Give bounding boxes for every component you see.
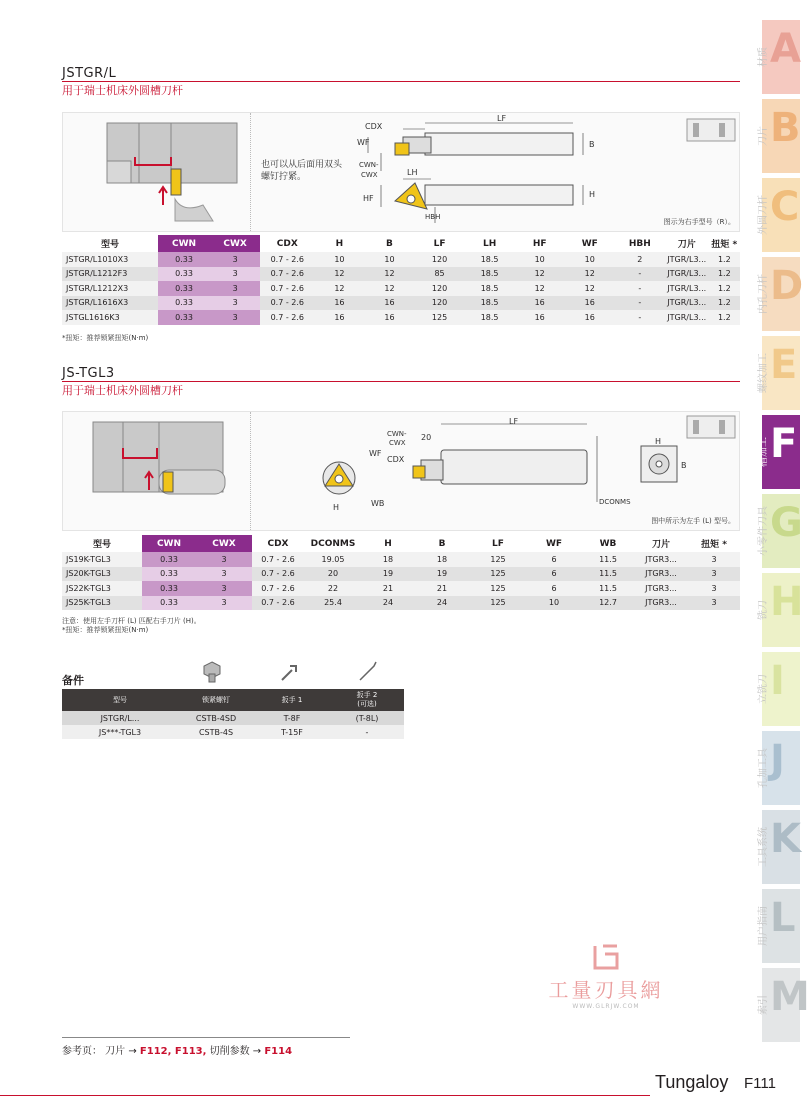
cell: 12	[364, 267, 414, 282]
cell: 18	[414, 552, 470, 567]
cell: 3	[210, 252, 260, 267]
cell: 24	[414, 596, 470, 611]
cell: 11.5	[582, 581, 634, 596]
table-row	[62, 252, 740, 267]
cell: 0.7 - 2.6	[252, 567, 304, 582]
watermark	[536, 944, 676, 1010]
cell: 0.7 - 2.6	[252, 596, 304, 611]
cell: 3	[210, 267, 260, 282]
cell: JTGR3...	[634, 567, 688, 582]
tab-letter: K	[770, 816, 801, 862]
col-wf: WF	[545, 538, 563, 549]
table-row	[62, 310, 740, 325]
brand-logo: Tungaloy	[655, 1072, 729, 1092]
cell: 0.33	[142, 567, 196, 582]
cell: 24	[362, 596, 414, 611]
tab-l[interactable]	[758, 889, 800, 963]
parts-table	[62, 689, 404, 739]
dim-cdx: CDX	[387, 455, 405, 464]
col-wrench2	[330, 689, 404, 711]
cell: 16	[565, 310, 615, 325]
col-wf: WF	[581, 238, 598, 249]
cell: 1.2	[709, 310, 740, 325]
table-row	[62, 567, 740, 582]
tab-letter: C	[770, 184, 800, 230]
tab-label: 内孔刀杆	[758, 274, 769, 314]
table-header-row	[62, 689, 404, 711]
cell: 18.5	[465, 296, 515, 311]
tab-a[interactable]	[758, 20, 801, 94]
col-hbh: HBH	[628, 238, 651, 249]
cell: 0.7 - 2.6	[260, 281, 314, 296]
cell: T-15F	[254, 725, 330, 739]
section2-diagram-panel	[62, 411, 740, 531]
section2-footnote-2: *扭矩：推荐锁紧扭矩(N·m)	[62, 626, 149, 634]
col-model: 型号	[92, 540, 111, 550]
col-model: 型号	[62, 689, 178, 711]
cell: JTGR/L3...	[665, 252, 709, 267]
dim-wf: WF	[369, 449, 382, 458]
tab-label: 材质	[758, 47, 769, 67]
tab-letter: E	[770, 342, 798, 388]
cell: 125	[470, 567, 526, 582]
cell: 18	[362, 552, 414, 567]
cell: 0.33	[158, 281, 210, 296]
cell: 0.7 - 2.6	[260, 296, 314, 311]
cell: 3	[196, 567, 252, 582]
cell: JS19K-TGL3	[62, 552, 142, 567]
dim-h: H	[589, 190, 596, 199]
ref-insert-pages[interactable]: F112, F113,	[139, 1046, 207, 1057]
cell: JS20K-TGL3	[62, 567, 142, 582]
section2-footnote-1: 注意：使用左手刀杆 (L) 匹配右手刀片 (H)。	[62, 617, 201, 625]
cell: 0.33	[158, 296, 210, 311]
panel-note-2: 螺钉拧紧。	[261, 172, 307, 182]
dim-20: 20	[421, 433, 432, 442]
dim-cwn: CWN-	[387, 430, 407, 438]
dim-dconms: DCONMS	[599, 498, 631, 506]
cell: JSTGR/L1212F3	[62, 267, 158, 282]
wrench-2-icon	[356, 660, 380, 684]
cell: 12	[515, 281, 565, 296]
cell: JTGR/L3...	[665, 296, 709, 311]
col-lf: LF	[492, 538, 504, 549]
col-insert: 刀片	[651, 540, 670, 550]
table-row	[62, 267, 740, 282]
cell: 6	[526, 552, 582, 567]
col-model: 型号	[100, 240, 119, 250]
cell: 0.7 - 2.6	[252, 581, 304, 596]
table-header-row	[62, 535, 740, 552]
cell: 18.5	[465, 252, 515, 267]
cell: 125	[470, 596, 526, 611]
cell: 125	[470, 552, 526, 567]
cell: 0.33	[158, 252, 210, 267]
col-hf: HF	[532, 238, 547, 249]
cell: 10	[526, 596, 582, 611]
cell: 20	[304, 567, 362, 582]
tab-j[interactable]	[758, 731, 800, 805]
mounting-illustration	[107, 123, 237, 221]
tab-letter: D	[770, 263, 804, 309]
tab-i[interactable]	[758, 652, 800, 726]
section1-caption: 图示为右手型号（R）。	[663, 218, 735, 226]
cell: 3	[688, 596, 740, 611]
tab-letter: F	[770, 421, 798, 467]
col-lh: LH	[482, 238, 497, 249]
col-insert: 刀片	[677, 240, 696, 250]
cell: JSTGR/L1212X3	[62, 281, 158, 296]
hand-icons	[687, 119, 735, 141]
cell: 3	[196, 581, 252, 596]
watermark-url: WWW.GLRJW.COM	[572, 1003, 640, 1010]
cell: 0.33	[142, 552, 196, 567]
col-cwn: CWN	[158, 235, 210, 252]
cell: 3	[688, 581, 740, 596]
cell: JS***-TGL3	[62, 725, 178, 739]
tab-h[interactable]	[758, 573, 804, 647]
col-b: B	[438, 538, 446, 549]
cell: 1.2	[709, 281, 740, 296]
cell: 12	[314, 281, 364, 296]
dim-lh: LH	[407, 168, 418, 177]
cell: 10	[515, 252, 565, 267]
section2-caption: 图中所示为左手 (L) 型号。	[651, 517, 735, 525]
cell: 0.33	[158, 267, 210, 282]
cell: 16	[565, 296, 615, 311]
cell: 6	[526, 567, 582, 582]
cell: 3	[688, 567, 740, 582]
cell: 0.33	[158, 310, 210, 325]
table-row	[62, 581, 740, 596]
reference-rule	[62, 1037, 350, 1038]
cell: 21	[414, 581, 470, 596]
section1-title: JSTGR/L	[62, 66, 117, 81]
tab-d[interactable]	[758, 257, 804, 331]
cell: 12	[565, 281, 615, 296]
dim-lf: LF	[509, 417, 519, 426]
cell: 3	[210, 310, 260, 325]
cell: 0.7 - 2.6	[260, 310, 314, 325]
cell: 3	[210, 296, 260, 311]
dim-hbh: HBH	[425, 213, 441, 221]
dim-lf: LF	[497, 114, 507, 123]
cell: 85	[415, 267, 465, 282]
cell: 12.7	[582, 596, 634, 611]
tab-label: 立铣刀	[758, 674, 769, 704]
cell: CSTB-4SD	[178, 711, 254, 725]
cell: JTGR/L3...	[665, 267, 709, 282]
cell: 0.7 - 2.6	[252, 552, 304, 567]
cell: 0.33	[142, 596, 196, 611]
cell: 22	[304, 581, 362, 596]
tab-label: 索引	[758, 995, 769, 1015]
cell: JTGR3...	[634, 552, 688, 567]
ref-cutting-page[interactable]: F114	[264, 1046, 293, 1057]
cell: 1.2	[709, 296, 740, 311]
col-cwx: CWX	[196, 535, 252, 552]
cell: 6	[526, 581, 582, 596]
col-b: B	[386, 238, 393, 249]
hand-icons	[687, 416, 735, 438]
table-row	[62, 552, 740, 567]
cell: 12	[314, 267, 364, 282]
table-row	[62, 711, 404, 725]
tab-label: 槽加工	[758, 437, 769, 467]
tab-label: 小零件刀具	[758, 506, 769, 556]
col-wrench1: 扳手 1	[254, 689, 330, 711]
tool-top-view	[368, 123, 583, 171]
col-wrench2-label: 扳手 2	[356, 691, 378, 699]
tab-letter: J	[770, 737, 785, 783]
cell: T-8F	[254, 711, 330, 725]
tab-k[interactable]	[758, 810, 801, 884]
section1-subtitle: 用于瑞士机床外圆槽刀杆	[62, 84, 183, 97]
dim-h-end: H	[655, 437, 662, 446]
section2-title: JS-TGL3	[62, 366, 115, 381]
tab-g[interactable]	[758, 494, 803, 568]
section1-diagram-panel	[62, 112, 740, 232]
cell: 2	[615, 252, 665, 267]
section2-table	[62, 535, 740, 610]
cell: 11.5	[582, 567, 634, 582]
col-cwx: CWX	[210, 235, 260, 252]
table-row	[62, 725, 404, 739]
dim-h-front: H	[333, 503, 340, 512]
cell: JTGR/L3...	[665, 310, 709, 325]
cell: CSTB-4S	[178, 725, 254, 739]
footer-rule	[0, 1095, 650, 1096]
cell: 16	[314, 310, 364, 325]
cell: -	[615, 267, 665, 282]
cell: JTGR3...	[634, 581, 688, 596]
cell: 120	[415, 252, 465, 267]
cell: 16	[364, 296, 414, 311]
table-row	[62, 596, 740, 611]
cell: -	[615, 310, 665, 325]
tab-letter: B	[770, 105, 801, 151]
tab-f[interactable]	[758, 415, 800, 489]
cell: 125	[470, 581, 526, 596]
cell: 19	[414, 567, 470, 582]
section1-footnote: *扭矩：推荐锁紧扭矩(N·m)	[62, 334, 149, 342]
tab-label: 孔加工具	[758, 748, 769, 788]
tab-letter: A	[770, 26, 801, 72]
parts-title: 备件	[62, 674, 84, 687]
cell: 3	[196, 552, 252, 567]
tab-c[interactable]	[758, 178, 800, 252]
cell: 1.2	[709, 252, 740, 267]
cell: 1.2	[709, 267, 740, 282]
cell: JSTGR/L1616X3	[62, 296, 158, 311]
cell: 3	[210, 281, 260, 296]
col-dconms: DCONMS	[310, 538, 356, 549]
col-cwn: CWN	[142, 535, 196, 552]
dim-cdx: CDX	[365, 122, 383, 131]
tab-label: 铣刀	[758, 600, 769, 620]
cell: 12	[364, 281, 414, 296]
cell: 19.05	[304, 552, 362, 567]
section2-subtitle: 用于瑞士机床外圆槽刀杆	[62, 384, 183, 397]
cell: 0.33	[142, 581, 196, 596]
cell: -	[615, 281, 665, 296]
tool-end-view	[641, 446, 677, 482]
tab-label: 刀片	[758, 126, 769, 146]
cell: JTGR/L3...	[665, 281, 709, 296]
tab-letter: H	[770, 579, 804, 625]
table-header-row	[62, 235, 740, 252]
dim-wf: WF	[357, 138, 370, 147]
cell: 11.5	[582, 552, 634, 567]
cell: 0.7 - 2.6	[260, 267, 314, 282]
cell: JSTGR/L1010X3	[62, 252, 158, 267]
cell: 19	[362, 567, 414, 582]
dim-b-end: B	[681, 461, 687, 470]
cell: 16	[364, 310, 414, 325]
cell: 16	[515, 310, 565, 325]
tab-label: 用户指南	[758, 906, 769, 946]
tab-letter: M	[770, 974, 810, 1020]
col-cdx: CDX	[267, 538, 289, 549]
table-row	[62, 296, 740, 311]
cell: 12	[515, 267, 565, 282]
section1-table	[62, 235, 740, 325]
ref-mid: 切削参数 →	[206, 1046, 265, 1057]
watermark-text: 工量刃具網	[548, 978, 664, 1002]
dim-wb: WB	[371, 499, 385, 508]
tab-b[interactable]	[758, 99, 801, 173]
mounting-illustration	[93, 422, 225, 494]
tab-label: 螺纹加工	[758, 353, 769, 393]
cell: JSTGR/L...	[62, 711, 178, 725]
cell: -	[330, 725, 404, 739]
dim-cwn: CWN-	[359, 161, 379, 169]
cell: 10	[314, 252, 364, 267]
cell: 3	[196, 596, 252, 611]
col-torque: 扭矩 *	[701, 540, 727, 550]
watermark-logo-icon	[591, 944, 621, 970]
cell: 10	[364, 252, 414, 267]
table-row	[62, 281, 740, 296]
page-number: F111	[744, 1075, 776, 1092]
cell: -	[615, 296, 665, 311]
col-cdx: CDX	[276, 238, 298, 249]
cell: 125	[415, 310, 465, 325]
col-wb: WB	[599, 538, 617, 549]
col-h: H	[384, 538, 392, 549]
col-lf: LF	[433, 238, 446, 249]
cell: 18.5	[465, 281, 515, 296]
screw-icon	[200, 660, 224, 684]
cell: 18.5	[465, 310, 515, 325]
cell: 10	[565, 252, 615, 267]
cell: 12	[565, 267, 615, 282]
col-h: H	[335, 238, 344, 249]
cell: 21	[362, 581, 414, 596]
section1-diagram	[63, 113, 741, 233]
tab-letter: I	[770, 658, 785, 704]
col-wrench2-optional: (可选)	[357, 700, 377, 708]
panel-note-1: 也可以从后面用双头	[261, 160, 343, 170]
cell: JTGR3...	[634, 596, 688, 611]
cell: 120	[415, 281, 465, 296]
col-screw: 锁紧螺钉	[178, 689, 254, 711]
col-torque: 扭矩 *	[711, 240, 738, 250]
cell: (T-8L)	[330, 711, 404, 725]
wrench-1-icon	[278, 662, 300, 684]
cell: 3	[688, 552, 740, 567]
tab-e[interactable]	[758, 336, 800, 410]
dim-cwx: CWX	[361, 171, 378, 179]
cell: 0.7 - 2.6	[260, 252, 314, 267]
tab-letter: G	[770, 500, 803, 546]
cell: 120	[415, 296, 465, 311]
cell: 16	[515, 296, 565, 311]
cell: JS25K-TGL3	[62, 596, 142, 611]
cell: JS22K-TGL3	[62, 581, 142, 596]
dim-b: B	[589, 140, 595, 149]
ref-prefix: 参考页： 刀片 →	[62, 1046, 140, 1057]
tab-label: 工具系统	[758, 827, 769, 867]
tool-side-view	[413, 424, 597, 502]
dim-hf: HF	[363, 194, 374, 203]
tab-m[interactable]	[758, 968, 810, 1042]
dim-cwx: CWX	[389, 439, 406, 447]
reference-pages	[62, 1042, 292, 1057]
tab-label: 外圆刀杆	[758, 195, 769, 235]
cell: JSTGL1616K3	[62, 310, 158, 325]
cell: 18.5	[465, 267, 515, 282]
insert-front-view	[323, 462, 355, 494]
cell: 16	[314, 296, 364, 311]
cell: 25.4	[304, 596, 362, 611]
tab-letter: L	[770, 895, 796, 941]
